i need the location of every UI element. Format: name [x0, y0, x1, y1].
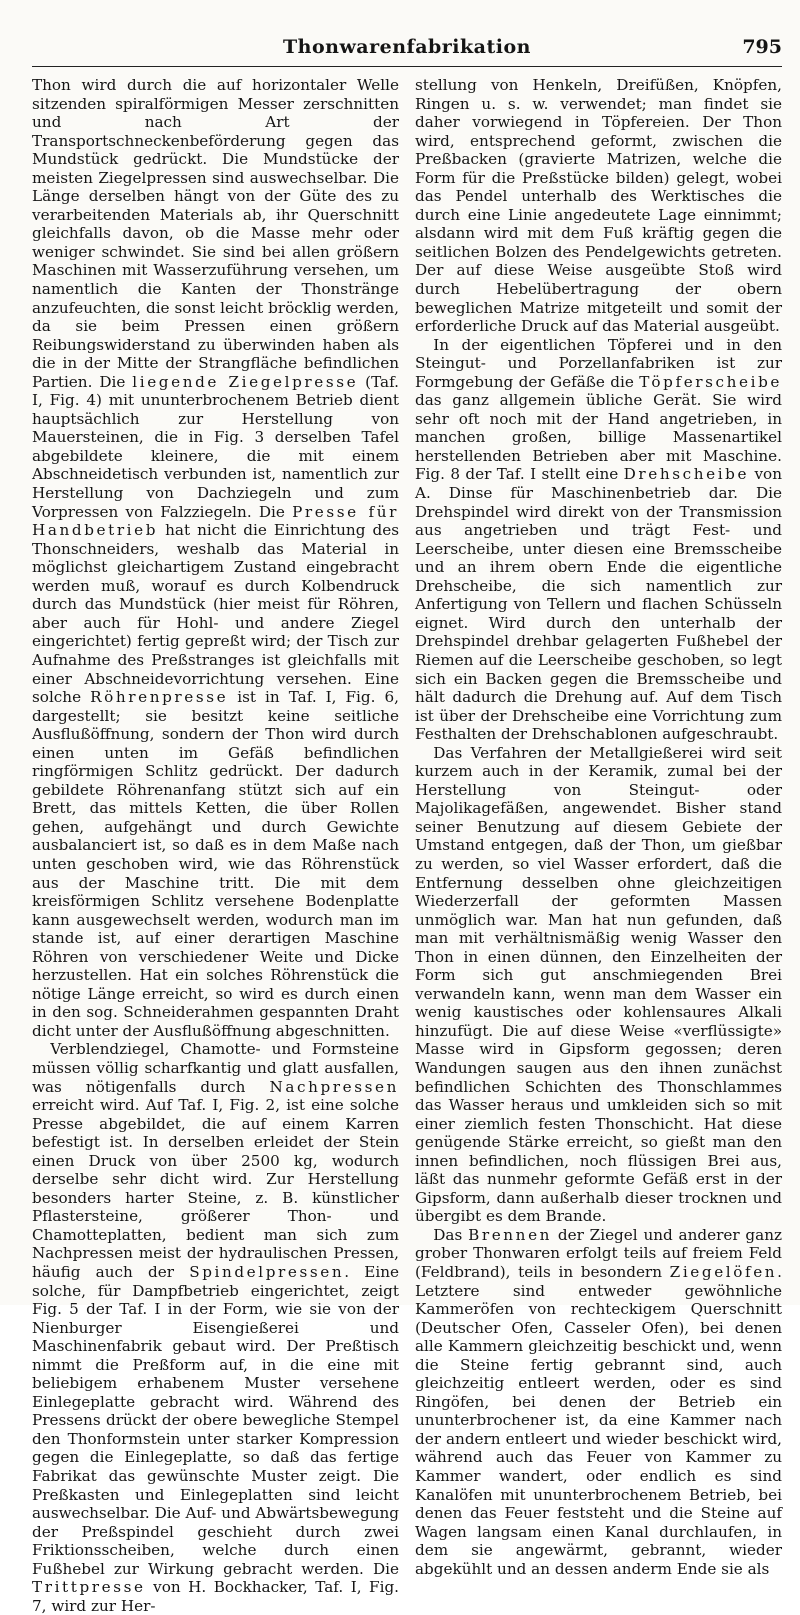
spaced-term: Röhrenpresse — [90, 688, 229, 707]
paragraph — [415, 1226, 782, 1578]
paragraph — [415, 336, 782, 744]
text-run: von A. Dinse für Maschinenbetrieb dar. Die Drehspindel wird direkt von der Transmission aus angetrieben und trägt Fest- und Leerscheibe, unter diesen eine Bremsscheibe und an ihrem obern Ende die eigentliche Drehscheibe, die sich namentlich zur Anfertigung von Tellern und flachen Schüsseln eignet. Wird durch den unterhalb der Drehspindel drehbar gelagerten Fußhebel der Riemen auf die Leerscheibe geschoben, so legt sich ein Backen gegen die Bremsscheibe und hält dadurch die Drehung auf. Auf dem Tisch ist über der Drehscheibe eine Vorrichtung zum Festhalten der Drehschablonen aufgeschraubt. — [415, 465, 782, 744]
paragraph — [32, 76, 399, 1040]
text-run: Das — [433, 1225, 469, 1244]
text-run: das ganz allgemein übliche Gerät. Sie wird sehr oft noch mit der Hand angetrieben, in manchen großen, billige Massenartikel herstellenden Betrieben aber mit Maschine. Fig. 8 der Taf. I stellt eine — [415, 391, 782, 484]
page-number: 795 — [742, 36, 782, 58]
text-run: (Taf. I, Fig. 4) mit ununterbrochenem Betrieb dient hauptsächlich zur Herstellung von Mauersteinen, die in Fig. 3 derselben Tafel abgebildete kleinere, die mit einem Abschneidetisch verbunden ist, namentlich zur Herstellung von Dachziegeln und zum Vorpressen von Falzziegeln. Die — [32, 372, 399, 521]
spaced-term: Nachpressen — [269, 1077, 399, 1096]
spaced-term: Trittpresse — [32, 1578, 146, 1597]
text-run: Thon wird durch die auf horizontaler Welle sitzenden spiralförmigen Messer zerschnitten und nach Art der Transportschneckenbeförderung gegen das Mundstück gedrückt. Die Mundstücke der meisten Ziegelpressen sind auswechselbar. Die Länge derselben hängt von der Güte des zu verarbeitenden Materials ab, ihr Querschnitt gleichfalls davon, ob die Masse mehr oder weniger schwindet. Sie sind bei allen größern Maschinen mit Wasserzuführung versehen, um namentlich die Kanten der Thonstränge anzufeuchten, die sonst leicht bröcklig werden, da sie beim Pressen einen größern Reibungswiderstand zu überwinden haben als die in der Mitte der Strangfläche befindlichen Partien. Die — [32, 76, 399, 391]
right-column — [415, 76, 782, 1578]
paragraph — [32, 1040, 399, 1615]
page-header — [32, 36, 782, 64]
text-run: Verblendziegel, Chamotte- und Formsteine müssen völlig scharfkantig und glatt ausfallen, was nötigenfalls durch — [32, 1040, 399, 1096]
left-column — [32, 76, 399, 1615]
text-run: der Ziegel und anderer ganz grober Thonwaren erfolgt teils auf freiem Feld (Feldbrand), teils in besondern — [415, 1225, 782, 1281]
spaced-term: Presse für Handbetrieb — [32, 502, 399, 540]
text-run: ist in Taf. I, Fig. 6, dargestellt; sie besitzt keine seitliche Ausflußöffnung, sondern der Thon wird durch einen unten im Gefäß befindlichen ringförmigen Schlitz gedrückt. Der dadurch gebildete Röhrenanfang stützt sich auf ein Brett, das mittels Ketten, die über Rollen gehen, aufgehängt und durch Gewichte ausbalanciert ist, so daß es in dem Maße nach unten geschoben wird, wie das Röhrenstück aus der Maschine tritt. Die mit dem kreisförmigen Schlitz versehene Bodenplatte kann ausgewechselt werden, wodurch man im stande ist, auf einer derartigen Maschine Röhren von verschiedener Weite und Dicke herzustellen. Hat ein solches Röhrenstück die nötige Länge erreicht, so wird es durch einen in den sog. Schneiderahmen gespannten Draht dicht unter der Ausflußöffnung abgeschnitten. — [32, 688, 399, 1040]
paragraph: Das Verfahren der Metallgießerei wird seit kurzem auch in der Keramik, zumal bei der Herstellung von Steingut- oder Majolikagefäßen, angewendet. Bisher stand seiner Benutzung auf diesem Gebiete der Umstand entgegen, daß der Thon, um gießbar zu werden, so viel Wasser erfordert, daß die Entfernung desselben ohne gleichzeitigen Wiederzerfall der geformten Massen unmöglich war. Man hat nun gefunden, daß man mit verhältnismäßig wenig Wasser den Thon in einen dünnen, den Einzelheiten der Form sich gut anschmiegenden Brei verwandeln kann, wenn man dem Wasser ein wenig kaustisches oder kohlensaures Alkali hinzufügt. Die auf diese Weise «verflüssigte» Masse wird in Gipsform gegossen; deren Wandungen saugen aus den ihnen zunächst befindlichen Schichten des Thonschlammes das Wasser heraus und umkleiden sich so mit einer ziemlich festen Thonschicht. Hat diese genügende Stärke erreicht, so gießt man den innen befindlichen, noch flüssigen Brei aus, läßt das nunmehr geformte Gefäß erst in der Gipsform, dann außerhalb dieser trocknen und übergibt es dem Brande. — [415, 743, 782, 1226]
text-run: In der eigentlichen Töpferei und in den Steingut- und Porzellanfabriken ist zur Formgebung der Gefäße die — [415, 335, 782, 391]
text-run: . Letztere sind entweder gewöhnliche Kammeröfen von rechteckigem Querschnitt (Deutscher Ofen, Casseler Ofen), bei denen alle Kammern gleichzeitig beschickt und, wenn die Steine fertig gebrannt sind, auch gleichzeitig entleert werden, oder es sind Ringöfen, bei denen der Betrieb ein ununterbrochener ist, da eine Kammer nach der andern entleert und wieder beschickt wird, während auch das Feuer von Kammer zu Kammer wandert, oder endlich es sind Kanalöfen mit ununterbrochenem Betrieb, bei denen das Feuer feststeht und die Steine auf Wagen langsam einen Kanal durchlaufen, in dem sie angewärmt, gebrannt, wieder abgekühlt und an dessen anderm Ende sie als — [415, 1263, 782, 1578]
header-rule — [32, 66, 782, 67]
running-title: Thonwarenfabrikation — [283, 36, 531, 58]
spaced-term: Spindelpressen — [189, 1263, 345, 1281]
paragraph: stellung von Henkeln, Dreifüßen, Knöpfen, Ringen u. s. w. verwendet; man findet sie daher vorwiegend in Töpfereien. Der Thon wird, entsprechend geformt, zwischen die Preßbacken (gravierte Matrizen, welche die Form für die Preßstücke bilden) gelegt, wobei das Pendel unterhalb des Werktisches die durch eine Linie angedeutete Lage einnimmt; alsdann wird mit dem Fuß kräftig gegen die seitlichen Bolzen des Pendelgewichts getreten. Der auf diese Weise ausgeübte Stoß wird durch Hebelübertragung der obern beweglichen Matrize mitgeteilt und somit der erforderliche Druck auf das Material ausgeübt. — [415, 76, 782, 336]
text-run: erreicht wird. Auf Taf. I, Fig. 2, ist eine solche Presse abgebildet, die auf einem Karren befestigt ist. In derselben erleidet der Stein einen Druck von über 2500 kg, wodurch derselbe sehr dicht wird. Zur Herstellung besonders harter Steine, z. B. künstlicher Pflastersteine, größerer Thon- und Chamotteplatten, bedient man sich zum Nachpressen meist der hydraulischen Pressen, häufig auch der — [32, 1096, 399, 1281]
text-run: hat nicht die Einrichtung des Thonschneiders, weshalb das Material in möglichst gleichartigem Zustand eingebracht werden muß, worauf es durch Kolbendruck durch das Mundstück (hier meist für Röhren, aber auch für Hohl- und andere Ziegel eingerichtet) fertig gepreßt wird; der Tisch zur Aufnahme des Preßstranges ist gleichfalls mit einer Abschneidevorrichtung versehen. Eine solche — [32, 521, 399, 707]
spaced-term: Töpferscheibe — [639, 372, 782, 391]
spaced-term: Brennen — [468, 1225, 553, 1244]
spaced-term: Drehscheibe — [623, 465, 750, 484]
text-run: von H. Bockhacker, Taf. I, Fig. 7, wird zur Her- — [32, 1578, 399, 1615]
text-run: . Eine solche, für Dampfbetrieb eingerichtet, zeigt Fig. 5 der Taf. I in der Form, wie sie von der Nienburger Eisengießerei und Maschinenfabrik gebaut wird. Der Preßtisch nimmt die Preßform auf, in die eine mit beliebigem erhabenem Muster versehene Einlegeplatte gebracht wird. Während des Pressens drückt der obere bewegliche Stempel den Thonformstein unter starker Kompression gegen die Einlegeplatte, so daß das fertige Fabrikat das gewünschte Muster zeigt. Die Preßkasten und Einlegeplatten sind leicht auswechselbar. Die Auf- und Abwärtsbewegung der Preßspindel geschieht durch zwei Friktionsscheiben, welche durch einen Fußhebel zur Wirkung gebracht werden. Die — [32, 1263, 399, 1578]
spaced-term: Ziegelöfen — [669, 1263, 778, 1281]
text-columns — [32, 76, 782, 1615]
spaced-term: liegende Ziegelpresse — [132, 372, 359, 391]
